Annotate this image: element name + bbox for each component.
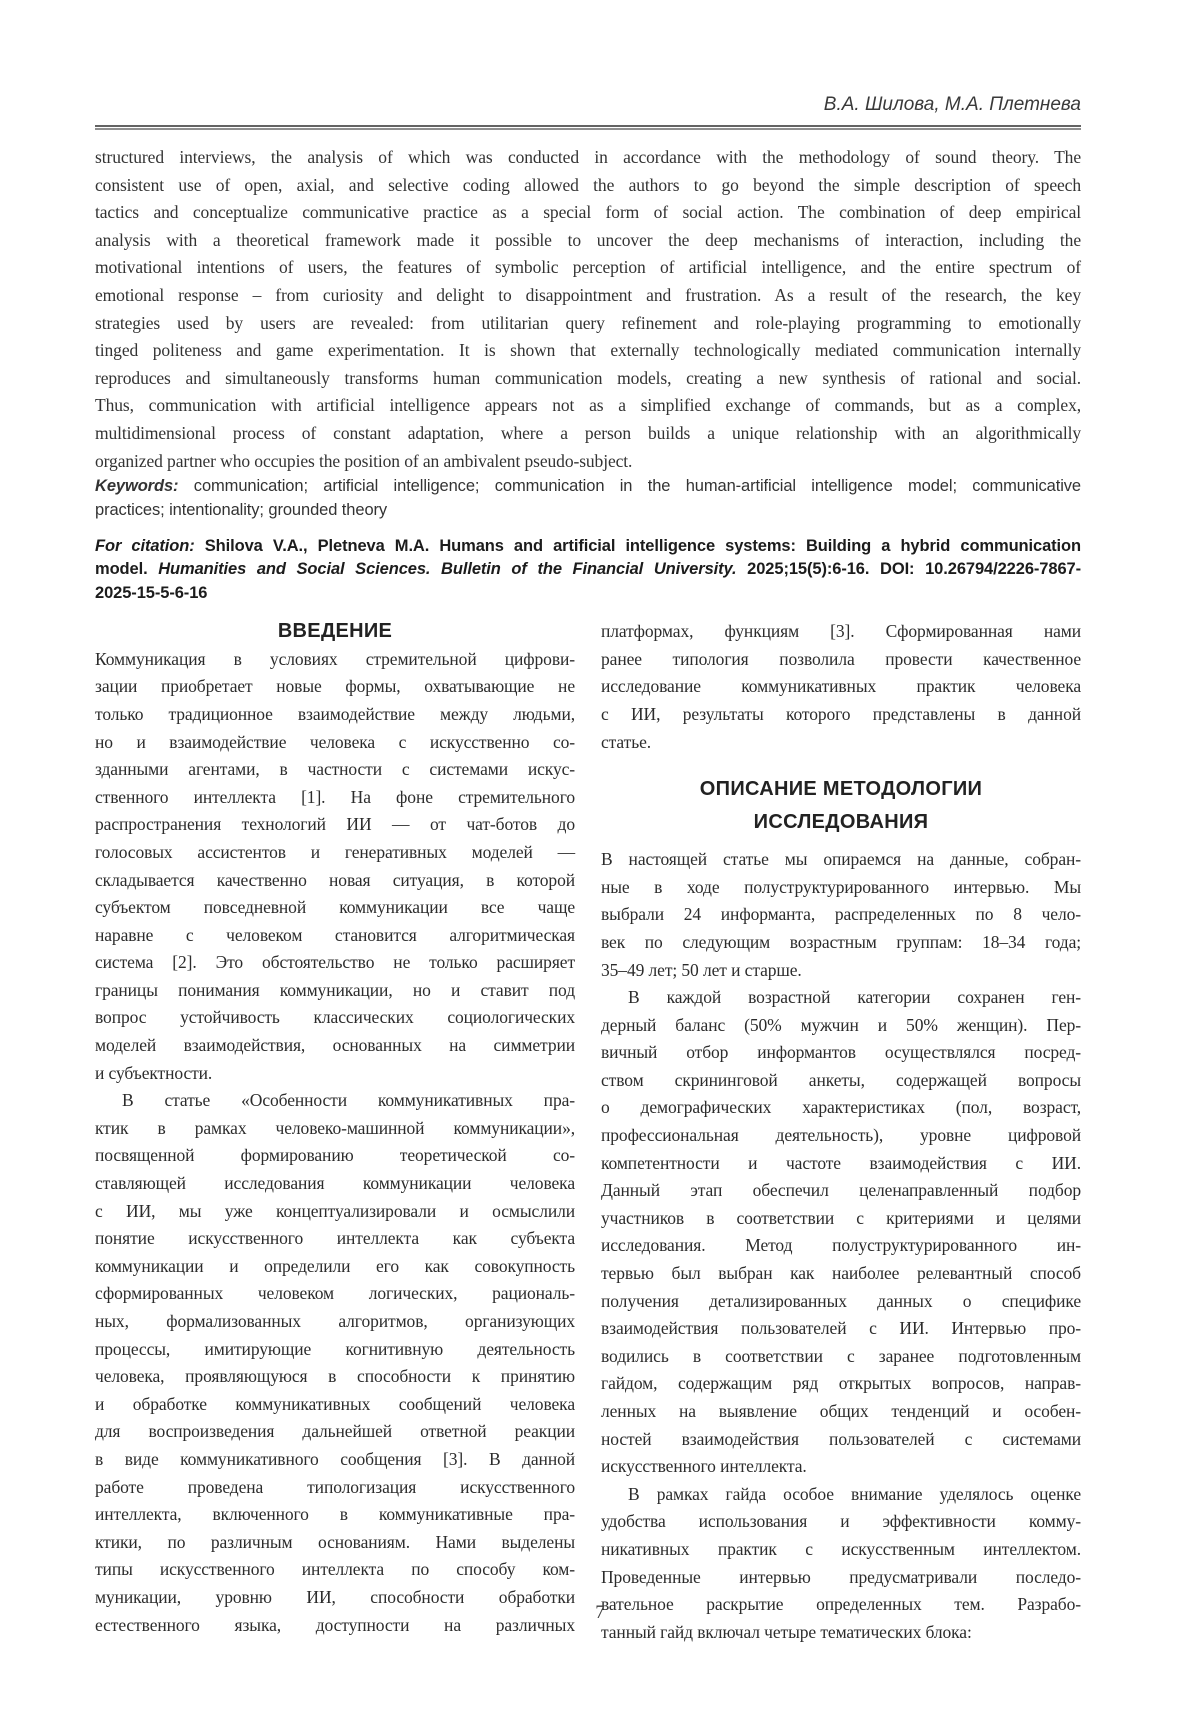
text-line: с ИИ, результаты которого представлены в данной [601, 703, 1081, 724]
text-line: сформированных человеком логических, рациональ- [95, 1283, 575, 1304]
text-line: В каждой возрастной категории сохранен ген- [628, 987, 1081, 1008]
text-line: участников в соответствии с критериями и целями [601, 1207, 1081, 1228]
text-line: emotional response – from curiosity and delight to disappointment and frustration. As a result of the research, the key [95, 284, 1081, 305]
text-line: система [2]. Это обстоятельство не только расширяет [95, 952, 575, 973]
paragraph [601, 984, 1081, 1481]
text-line: reproduces and simultaneously transforms human communication models, creating a new synthesis of rational and social. [95, 367, 1081, 388]
text-line: с ИИ, мы уже концептуализировали и осмыслили [95, 1200, 575, 1221]
text-line: тервью был выбран как наиболее релевантный способ [601, 1263, 1081, 1284]
text-line: платформах, функциям [3]. Сформированная нами [601, 621, 1081, 642]
text-line: Данный этап обеспечил целенаправленный подбор [601, 1180, 1081, 1201]
text-line: ностей взаимодействия пользователей с системами [601, 1428, 1081, 1449]
text-line: В рамках гайда особое внимание уделялось оценке [628, 1483, 1081, 1504]
text-line: в виде коммуникативного сообщения [3]. В данной [95, 1448, 575, 1469]
text-line: естественного языка, доступности на различных [95, 1614, 575, 1635]
text-line: исследование коммуникативных практик человека [601, 676, 1081, 697]
citation-text-1: Shilova V.A., Pletneva M.A. Humans and artificial intelligence systems: Building a hybrid communication [204, 536, 1081, 555]
text-line: strategies used by users are revealed: from utilitarian query refinement and role-playing programming to emotionally [95, 312, 1081, 333]
text-line: водились в соответствии с заранее подготовленным [601, 1345, 1081, 1366]
text-line: гайдом, содержащим ряд открытых вопросов, направ- [601, 1373, 1081, 1394]
text-line: исследования. Метод полуструктурированного ин- [601, 1235, 1081, 1256]
text-line: ктик в рамках человеко-машинной коммуникации», [95, 1117, 575, 1138]
text-line: вопрос устойчивость классических социологических [95, 1007, 575, 1028]
text-line: танный гайд включал четыре тематических блока: [601, 1621, 972, 1642]
citation-label: For citation: [95, 536, 195, 555]
text-line: для воспроизведения дальнейшей ответной реакции [95, 1421, 575, 1442]
text-line: коммуникации и определили его как совокупность [95, 1255, 575, 1276]
text-line: tactics and conceptualize communicative practice as a special form of social action. The combination of deep empirical [95, 202, 1081, 223]
paragraph [95, 144, 1081, 475]
text-line: профессиональная деятельность), уровне цифровой [601, 1125, 1081, 1146]
text-line: Коммуникация в условиях стремительной цифрови- [95, 648, 575, 669]
text-line: интеллекта, включенного в коммуникативные пра- [95, 1504, 575, 1525]
text-line: Проведенные интервью предусматривали последо- [601, 1566, 1081, 1587]
citation-line-3: 2025-15-5-6-16 [95, 583, 208, 602]
text-line: ных, формализованных алгоритмов, организующих [95, 1311, 575, 1331]
keywords-line-2: practices; intentionality; grounded theory [95, 500, 388, 519]
text-line: дерный баланс (50% мужчин и 50% женщин). Пер- [601, 1014, 1081, 1035]
text-line: компетентности и частоте взаимодействия с ИИ. [601, 1152, 1081, 1173]
text-line: analysis with a theoretical framework made it possible to uncover the deep mechanisms of interaction, including the [95, 229, 1081, 250]
text-line: распространения технологий ИИ — от чат-ботов до [95, 814, 575, 835]
text-line: organized partner who occupies the position of an ambivalent pseudo-subject. [95, 450, 633, 471]
text-line: взаимодействия пользователей с ИИ. Интервью про- [601, 1318, 1081, 1339]
text-line: получения детализированных данных о специфике [601, 1290, 1081, 1311]
text-line: вичный отбор информантов осуществлялся посред- [601, 1042, 1081, 1063]
text-line: выбрали 24 информанта, распределенных по 8 чело- [601, 904, 1081, 925]
text-line: ные в ходе полуструктурированного интервью. Мы [601, 876, 1081, 897]
text-line: только традиционное взаимодействие между людьми, [95, 703, 575, 724]
keywords-text: communication; artificial intelligence; communication in the human-artificial intelligence model; communicative [193, 477, 1082, 496]
citation-text-2a: model. [95, 560, 148, 579]
text-line: складывается качественно новая ситуация, в которой [95, 869, 575, 890]
text-line: consistent use of open, axial, and selective coding allowed the authors to go beyond the simple description of speech [95, 174, 1081, 195]
heading-line: ВВЕДЕНИЕ [277, 620, 393, 643]
text-line: tinged politeness and game experimentation. It is shown that externally technologically mediated communication internally [95, 340, 1081, 361]
citation-line-1 [95, 535, 1081, 558]
text-line: вательное раскрытие определенных тем. Разрабо- [601, 1594, 1081, 1615]
citation-line-2 [95, 558, 1081, 581]
text-line: моделей взаимодействия, основанных на симметрии [95, 1035, 575, 1056]
text-line: работе проведена типологизация искусственного [95, 1476, 575, 1497]
two-column-body [95, 618, 1081, 1646]
text-line: границы понимания коммуникации, но и ставит под [95, 979, 575, 1000]
citation-journal-name: Humanities and Social Sciences. Bulletin of the Financial University. [158, 560, 737, 579]
page-content [95, 0, 1081, 1646]
paragraph [95, 646, 575, 1088]
text-line: ктики, по различным основаниям. Нами выделены [95, 1531, 575, 1552]
keywords-line-1 [95, 475, 1081, 498]
text-line: В статье «Особенности коммуникативных пра- [122, 1090, 575, 1111]
text-line: типы искусственного интеллекта по способу ком- [95, 1559, 575, 1580]
right-column [601, 618, 1081, 1646]
text-line: structured interviews, the analysis of which was conducted in accordance with the methodology of sound theory. The [95, 147, 1081, 167]
section-heading [601, 773, 1081, 839]
header-divider [95, 125, 1081, 130]
text-line: голосовых ассистентов и генеративных моделей — [95, 841, 575, 862]
heading-line: ИССЛЕДОВАНИЯ [753, 811, 929, 834]
text-line: но и взаимодействие человека с искусственно со- [95, 731, 575, 752]
text-line: Thus, communication with artificial intelligence appears not as a simplified exchange of commands, but as a complex, [95, 395, 1081, 416]
abstract-lines [95, 144, 1081, 475]
text-line: понятие искусственного интеллекта как субъекта [95, 1228, 575, 1249]
text-line: и субъектности. [95, 1062, 213, 1083]
text-line: 35–49 лет; 50 лет и старше. [601, 959, 802, 980]
keywords-label: Keywords: [95, 477, 179, 496]
citation-text-2b: 2025;15(5):6-16. DOI: 10.26794/2226-7867- [747, 560, 1082, 579]
paragraph [601, 618, 1081, 756]
paragraph [95, 1087, 575, 1639]
text-line: посвященной формированию теоретической со- [95, 1145, 575, 1166]
text-line: motivational intentions of users, the features of symbolic perception of artificial intelligence, and the entire spectrum of [95, 257, 1081, 278]
citation-block [95, 535, 1081, 605]
text-line: искусственного интеллекта. [601, 1456, 807, 1477]
text-line: ленных на выявление общих тенденций и особен- [601, 1401, 1081, 1421]
left-column [95, 618, 575, 1646]
text-line: В настоящей статье мы опираемся на данные, собран- [601, 849, 1081, 870]
text-line: ранее типология позволила провести качественное [601, 648, 1081, 669]
text-line: зации приобретает новые формы, охватывающие не [95, 676, 575, 697]
section-heading [95, 618, 575, 646]
text-line: век по следующим возрастным группам: 18–34 года; [601, 931, 1081, 952]
heading-line: ОПИСАНИЕ МЕТОДОЛОГИИ [699, 778, 983, 801]
text-line: ственного интеллекта [1]. На фоне стремительного [95, 786, 575, 807]
text-line: ставляющей исследования коммуникации человека [95, 1173, 575, 1194]
text-line: никативных практик с искусственным интеллектом. [601, 1538, 1081, 1559]
text-line: человека, проявляющуюся в способности к принятию [95, 1366, 575, 1387]
page-number: 7 [595, 1602, 605, 1623]
text-line: статье. [601, 731, 652, 752]
text-line: зданными агентами, в частности с системами искус- [95, 759, 575, 780]
text-line: ством скрининговой анкеты, содержащей вопросы [601, 1069, 1081, 1090]
text-line: и обработке коммуникативных сообщений человека [95, 1393, 575, 1414]
text-line: муникации, уровню ИИ, способности обработки [95, 1586, 575, 1607]
abstract-block [95, 144, 1081, 522]
text-line: субъектом повседневной коммуникации все чаще [95, 897, 575, 918]
paragraph [601, 846, 1081, 984]
text-line: multidimensional process of constant adaptation, where a person builds a unique relationship with an algorithmically [95, 422, 1081, 443]
page-header-authors: В.А. Шилова, М.А. Плетнева [823, 94, 1081, 115]
text-line: о демографических характеристиках (пол, возраст, [601, 1097, 1081, 1118]
text-line: процессы, имитирующие когнитивную деятельность [95, 1338, 575, 1359]
text-line: наравне с человеком становится алгоритмическая [95, 924, 575, 945]
text-line: удобства использования и эффективности комму- [601, 1511, 1081, 1532]
